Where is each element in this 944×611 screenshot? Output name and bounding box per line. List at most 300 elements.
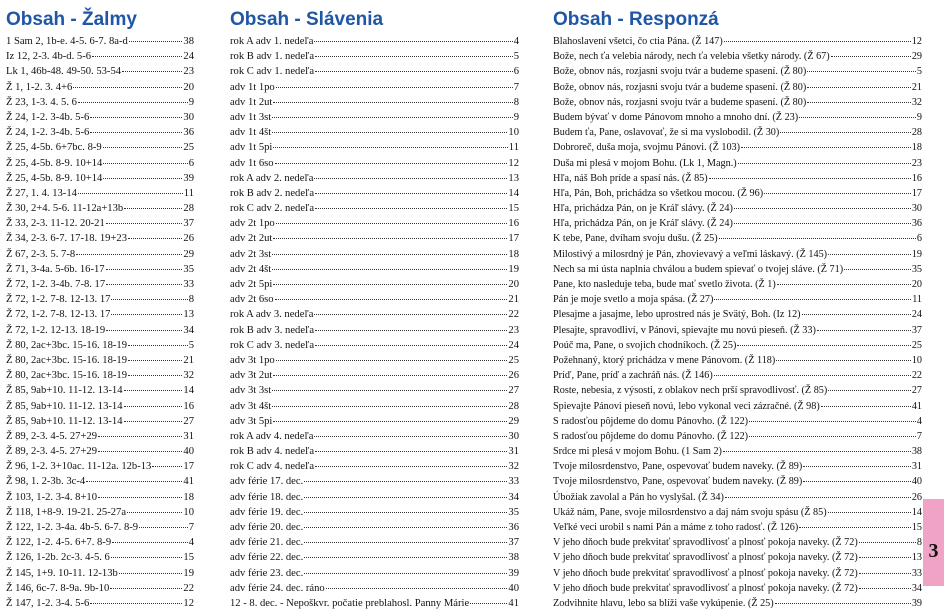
dot-leader [272,122,507,133]
entry-text: Ž 23, 1-3. 4. 5. 6 [6,96,77,108]
entry-text: Bože, obnov nás, rozjasni svoju tvár a budeme spasení. (Ž 80) [553,81,807,93]
entry-page: 41 [911,400,922,412]
entry-text: Ž 122, 1-2. 3-4a. 4b-5. 6-7. 8-9 [6,522,139,533]
entry-text: rok A adv 2. nedeľa [230,172,314,184]
entry-page: 26 [508,370,519,382]
entry-text: adv férie 18. dec. [230,491,304,503]
entry-text: Ž 25, 4-5b. 8-9. 10+14 [6,172,103,184]
entry-page: 26 [911,491,922,503]
entry-text: V jeho dňoch bude prekvitať spravodlivosť a plnosť pokoja naveky. (Ž 72) [553,582,858,594]
entry-text: rok B adv 4. nedeľa [230,446,315,458]
entry-text: Pán je moje svetlo a moja spása. (Ž 27) [553,294,714,306]
entry-text: V jeho dňoch bude prekvitať spravodlivosť a plnosť pokoja naveky. (Ž 72) [553,567,858,579]
dot-leader [859,532,916,543]
entry-text: S radosťou pôjdeme do domu Pánovho. (Ž 122) [553,415,749,427]
entry-text: rok A adv 3. nedeľa [230,309,314,321]
dot-leader [807,61,916,72]
entry-text: Plesajme a jasajme, lebo uprostred nás je Svätý, Boh. (Iz 12) [553,309,801,321]
dot-leader [86,471,182,482]
entry-page: 5 [916,66,922,78]
entry-page: 6 [513,66,519,78]
entry-text: Ž 80, 2ac+3bc. 15-16. 18-19 [6,370,128,382]
entry-text: Hľa, náš Boh príde a spasí nás. (Ž 85) [553,172,708,184]
entry-page: 4 [916,415,922,427]
entry-text: Ž 80, 2ac+3bc. 15-16. 18-19 [6,339,128,351]
entry-page: 6 [188,157,194,169]
entry-page: 9 [916,111,922,123]
entry-page: 41 [183,476,194,488]
dot-leader [859,547,911,558]
entry-page: 27 [508,385,519,397]
dot-leader [272,107,513,118]
entry-text: Ž 24, 1-2. 3-4b. 5-6 [6,127,90,139]
entry-page: 29 [911,51,922,63]
entry-page: 14 [183,385,194,397]
entry-page: 22 [183,582,194,594]
entry-text: 12 - 8. dec. - Nepoškvr. počatie preblahosl. Panny Márie [230,597,470,609]
celebrations-index-list [230,33,519,610]
entry-page: 10 [911,354,922,366]
entry-text: K tebe, Pane, dvíham svoju dušu. (Ž 25) [553,233,718,245]
dot-leader [315,198,507,209]
entry-text: Spievajte Pánovi pieseň novú, lebo vykonal veci zázračné. (Ž 98) [553,400,820,412]
entry-text: adv férie 21. dec. [230,537,304,549]
entry-text: rok C adv 3. nedeľa [230,339,315,351]
dot-leader [828,380,911,391]
entry-text: adv 1t 4št [230,127,272,139]
dot-leader [821,396,911,407]
entry-text: Ž 25, 4-5b. 8-9. 10+14 [6,157,103,169]
entry-page: 9 [513,111,519,123]
entry-text: Ž 103, 1-2. 3-4. 8+10 [6,491,98,503]
dot-leader [152,456,182,467]
entry-page: 21 [183,354,194,366]
dot-leader [304,532,507,543]
dot-leader [110,578,182,589]
dot-leader [314,168,507,179]
entry-page: 4 [188,537,194,549]
entry-page: 11 [183,187,194,199]
dot-leader [106,320,182,331]
dot-leader [304,487,507,498]
psalms-index-list [6,33,194,610]
dot-leader [124,396,183,407]
entry-text: Budem ťa, Pane, oslavovať, že si ma vyslobodil. (Ž 30) [553,127,780,139]
dot-leader [734,198,911,209]
dot-leader [777,274,911,285]
entry-page: 17 [508,233,519,245]
entry-text: Zodvihnite hlavu, lebo sa blíži vaše vykúpenie. (Ž 25) [553,597,774,609]
entry-page: 34 [508,491,519,503]
entry-text: Hľa, prichádza Pán, on je Kráľ slávy. (Ž 24) [553,218,733,230]
entry-text: Plesajte, spravodliví, v Pánovi, spievajte mu novú pieseň. (Ž 33) [553,324,816,336]
dot-leader [111,547,183,558]
dot-leader [314,31,512,42]
entry-text: 1 Sam 2, 1b-e. 4-5. 6-7. 8a-d [6,36,128,47]
entry-text: Ž 34, 2-3. 6-7. 17-18. 19+23 [6,233,128,245]
index-entry [553,595,922,610]
entry-page: 40 [508,582,519,594]
dot-leader [315,335,507,346]
entry-page: 24 [508,339,519,351]
entry-page: 10 [508,127,519,139]
responses-index-list [553,33,922,610]
entry-page: 35 [183,263,194,275]
entry-page: 38 [183,36,194,47]
entry-text: adv 2t 6so [230,294,274,306]
dot-leader [315,46,513,57]
entry-text: rok B adv 1. nedeľa [230,51,315,63]
entry-page: 7 [513,81,519,93]
entry-text: V jeho dňoch bude prekvitať spravodlivosť a plnosť pokoja naveky. (Ž 72) [553,537,858,549]
entry-page: 32 [183,370,194,382]
entry-page: 8 [513,96,519,108]
entry-page: 7 [188,522,194,533]
entry-page: 34 [183,324,194,336]
entry-text: adv 1t 3st [230,111,272,123]
entry-text: Ž 67, 2-3. 5. 7-8 [6,248,76,260]
entry-text: adv férie 19. dec. [230,506,304,518]
entry-page: 23 [911,157,922,169]
dot-leader [738,153,911,164]
entry-text: Ž 126, 1-2b. 2c-3. 4-5. 6 [6,552,110,564]
entry-text: adv 3t 3st [230,385,272,397]
entry-page: 28 [508,400,519,412]
entry-text: adv 2t 4št [230,263,272,275]
dot-leader [90,107,182,118]
entry-text: adv 1t 1po [230,81,275,93]
entry-text: adv 1t 6so [230,157,274,169]
entry-page: 24 [183,51,194,63]
entry-text: Ž 25, 4-5b. 6+7bc. 8-9 [6,142,102,154]
dot-leader [128,335,188,346]
dot-leader [741,137,911,148]
entry-page: 28 [911,127,922,139]
entry-text: Budem bývať v dome Pánovom mnoho a mnoho dní. (Ž 23) [553,111,799,123]
entry-text: Ž 72, 1-2. 7-8. 12-13. 17 [6,294,111,306]
entry-text: rok B adv 2. nedeľa [230,187,315,199]
entry-text: rok B adv 3. nedeľa [230,324,315,336]
dot-leader [98,426,182,437]
dot-leader [106,274,182,285]
dot-leader [719,228,916,239]
entry-text: adv férie 20. dec. [230,522,304,533]
dot-leader [106,213,183,224]
dot-leader [124,198,182,209]
entry-page: 36 [183,127,194,139]
entry-page: 16 [508,218,519,230]
entry-page: 37 [508,537,519,549]
dot-leader [314,304,507,315]
dot-leader [799,517,911,528]
entry-page: 28 [183,203,194,215]
index-entry [230,595,519,610]
entry-text: Duša mi plesá v mojom Bohu. (Lk 1, Magn.) [553,157,737,169]
dot-leader [275,289,508,300]
entry-page: 11 [508,142,519,154]
entry-page: 39 [508,567,519,579]
dot-leader [817,320,911,331]
entry-page: 19 [508,263,519,275]
entry-text: Ž 24, 1-2. 3-4b. 5-6 [6,111,90,123]
dot-leader [803,456,911,467]
dot-leader [315,441,507,452]
dot-leader [276,77,513,88]
entry-page: 25 [911,339,922,351]
entry-page: 4 [513,36,519,47]
entry-text: Blahoslavení všetci, čo ctia Pána. (Ž 147) [553,36,723,47]
entry-page: 20 [183,81,194,93]
dot-leader [98,441,182,452]
entry-page: 23 [183,66,194,78]
entry-text: Ž 89, 2-3. 4-5. 27+29 [6,430,98,442]
entry-text: Požehnaný, ktorý prichádza v mene Pánovom. (Ž 118) [553,354,776,366]
dot-leader [828,244,911,255]
dot-leader [273,274,507,285]
entry-text: Úbožiak zavolal a Pán ho vyslyšal. (Ž 34) [553,491,724,503]
entry-text: Ž 72, 1-2. 12-13. 18-19 [6,324,106,336]
entry-page: 14 [508,187,519,199]
entry-text: Ž 85, 9ab+10. 11-12. 13-14 [6,400,123,412]
entry-page: 32 [911,96,922,108]
entry-page: 19 [911,248,922,260]
entry-text: Pane, kto nasleduje teba, bude mať svetlo života. (Ž 1) [553,279,776,290]
dot-leader [90,593,182,604]
entry-page: 9 [188,96,194,108]
dot-leader [106,259,183,270]
entry-page: 12 [508,157,519,169]
entry-page: 31 [183,430,194,442]
dot-leader [272,244,507,255]
dot-leader [725,487,911,498]
entry-page: 31 [911,461,922,473]
dot-leader [78,92,188,103]
dot-leader [273,137,507,148]
dot-leader [76,244,182,255]
entry-text: adv 3t 5pi [230,415,273,427]
dot-leader [315,320,507,331]
entry-page: 18 [183,491,194,503]
entry-text: adv 2t 5pi [230,279,273,290]
dot-leader [273,92,512,103]
dot-leader [315,61,513,72]
psalms-index-title: Obsah - Žalmy [6,9,137,30]
entry-text: adv 3t 1po [230,354,275,366]
dot-leader [272,380,507,391]
entry-page: 12 [183,597,194,609]
dot-leader [128,365,182,376]
dot-leader [112,532,188,543]
entry-text: adv 3t 2ut [230,370,273,382]
entry-page: 27 [183,415,194,427]
entry-text: Roste, nebesia, z výsosti, z oblakov nech prší spravodlivosť. (Ž 85) [553,385,828,397]
responses-index-title: Obsah - Responzá [553,9,719,30]
dot-leader [276,213,508,224]
entry-page: 35 [508,506,519,518]
psalms-index-column [6,6,194,610]
dot-leader [807,92,911,103]
entry-text: Hľa, prichádza Pán, on je Kráľ slávy. (Ž 24) [553,203,733,215]
entry-text: V jeho dňoch bude prekvitať spravodlivosť a plnosť pokoja naveky. (Ž 72) [553,552,858,564]
entry-text: Ž 80, 2ac+3bc. 15-16. 18-19 [6,354,128,366]
entry-text: Tvoje milosrdenstvo, Pane, ospevovať budem naveky. (Ž 89) [553,461,803,473]
entry-page: 34 [911,582,922,594]
entry-page: 20 [911,279,922,290]
dot-leader [304,547,507,558]
entry-text: Ž 33, 2-3. 11-12. 20-21 [6,218,105,230]
dot-leader [103,168,182,179]
entry-page: 40 [911,476,922,488]
entry-page: 13 [508,172,519,184]
dot-leader [776,350,911,361]
dot-leader [304,517,507,528]
dot-leader [802,304,911,315]
dot-leader [775,593,911,604]
entry-page: 19 [183,567,194,579]
entry-page: 25 [508,354,519,366]
entry-text: Iz 12, 2-3. 4b-d. 5-6 [6,51,92,63]
entry-page: 30 [911,203,922,215]
dot-leader [276,350,508,361]
entry-text: Ž 71, 3-4a. 5-6b. 16-17 [6,263,105,275]
dot-leader [73,77,182,88]
entry-text: Ž 27, 1. 4. 13-14 [6,187,77,199]
entry-text: Ž 118, 1+8-9. 19-21. 25-27a [6,506,127,518]
entry-page: 36 [508,522,519,533]
dot-leader [799,107,916,118]
entry-text: rok C adv 1. nedeľa [230,66,315,78]
entry-page: 21 [911,81,922,93]
entry-page: 16 [183,400,194,412]
entry-page: 29 [508,415,519,427]
entry-text: adv 1t 2ut [230,96,273,108]
dot-leader [273,365,507,376]
entry-text: Veľké veci urobil s nami Pán a máme z toho radosť. (Ž 126) [553,522,799,533]
entry-text: Dobroreč, duša moja, svojmu Pánovi. (Ž 103) [553,142,741,154]
dot-leader [807,77,911,88]
dot-leader [714,289,911,300]
dot-leader [129,31,183,42]
dot-leader [859,563,911,574]
entry-page: 37 [911,324,922,336]
entry-page: 37 [183,218,194,230]
entry-text: Ž 85, 9ab+10. 11-12. 13-14 [6,385,123,397]
dot-leader [273,411,507,422]
dot-leader [92,46,182,57]
entry-text: rok C adv 2. nedeľa [230,203,315,215]
entry-page: 15 [183,552,194,564]
entry-page: 36 [911,218,922,230]
entry-text: Príď, Pane, príď a zachráň nás. (Ž 146) [553,370,713,382]
entry-page: 14 [911,506,922,518]
entry-text: adv férie 22. dec. [230,552,304,564]
entry-page: 26 [183,233,194,245]
dot-leader [122,61,182,72]
entry-page: 27 [911,385,922,397]
entry-page: 12 [911,36,922,47]
entry-page: 15 [508,203,519,215]
entry-text: Bože, nech ťa velebia národy, nech ťa velebia všetky národy. (Ž 67) [553,51,830,63]
entry-text: adv 2t 2ut [230,233,273,245]
entry-page: 32 [508,461,519,473]
entry-page: 33 [183,279,194,290]
dot-leader [828,502,911,513]
index-entry [6,595,194,610]
dot-leader [737,335,910,346]
entry-text: Ž 85, 9ab+10. 11-12. 13-14 [6,415,123,427]
entry-page: 41 [508,597,519,609]
entry-page: 38 [911,446,922,458]
entry-text: Ukáž nám, Pane, svoje milosrdenstvo a daj nám svoju spásu (Ž 85) [553,506,827,518]
dot-leader [734,213,911,224]
entry-page: 6 [916,233,922,245]
dot-leader [128,350,182,361]
dot-leader [124,411,183,422]
entry-text: rok A adv 1. nedeľa [230,36,314,47]
dot-leader [714,365,911,376]
entry-text: rok C adv 4. nedeľa [230,461,315,473]
entry-page: 20 [508,279,519,290]
entry-page: 18 [508,248,519,260]
entry-page: 17 [911,187,922,199]
page-number-tab [923,499,944,586]
dot-leader [724,31,911,42]
entry-page: 30 [183,111,194,123]
entry-page: 13 [911,552,922,564]
dot-leader [304,502,507,513]
dot-leader [127,502,182,513]
dot-leader [90,122,182,133]
entry-text: adv férie 17. dec. [230,476,304,488]
dot-leader [272,396,507,407]
entry-page: 39 [183,172,194,184]
dot-leader [470,593,507,604]
entry-page: 30 [508,430,519,442]
dot-leader [723,441,911,452]
entry-text: adv 3t 4št [230,400,272,412]
dot-leader [111,304,182,315]
entry-page: 10 [183,506,194,518]
entry-text: Ž 145, 1+9. 10-11. 12-13b [6,567,118,579]
entry-page: 15 [911,522,922,533]
entry-text: Lk 1, 46b-48. 49-50. 53-54 [6,66,122,78]
dot-leader [273,228,507,239]
dot-leader [831,46,911,57]
entry-text: Srdce mi plesá v mojom Bohu. (1 Sam 2) [553,446,722,458]
entry-page: 25 [183,142,194,154]
dot-leader [103,137,183,148]
dot-leader [844,259,911,270]
entry-page: 5 [188,339,194,351]
celebrations-index-column [230,6,519,610]
entry-text: adv 1t 5pi [230,142,273,154]
entry-text: Tvoje milosrdenstvo, Pane, ospevovať budem naveky. (Ž 89) [553,476,803,488]
dot-leader [315,456,507,467]
entry-page: 5 [513,51,519,63]
dot-leader [859,578,911,589]
entry-text: rok A adv 4. nedeľa [230,430,314,442]
entry-page: 11 [912,294,922,306]
entry-text: Ž 146, 6c-7. 8-9a. 9b-10 [6,582,110,594]
dot-leader [709,168,911,179]
entry-text: Hľa, Pán, Boh, prichádza so všetkou mocou. (Ž 96) [553,187,764,199]
entry-text: S radosťou pôjdeme do domu Pánovho. (Ž 122) [553,430,749,442]
dot-leader [780,122,911,133]
entry-text: Bože, obnov nás, rozjasni svoju tvár a budeme spasení. (Ž 80) [553,96,807,108]
entry-page: 40 [183,446,194,458]
dot-leader [119,563,183,574]
page-number: 3 [928,540,939,562]
